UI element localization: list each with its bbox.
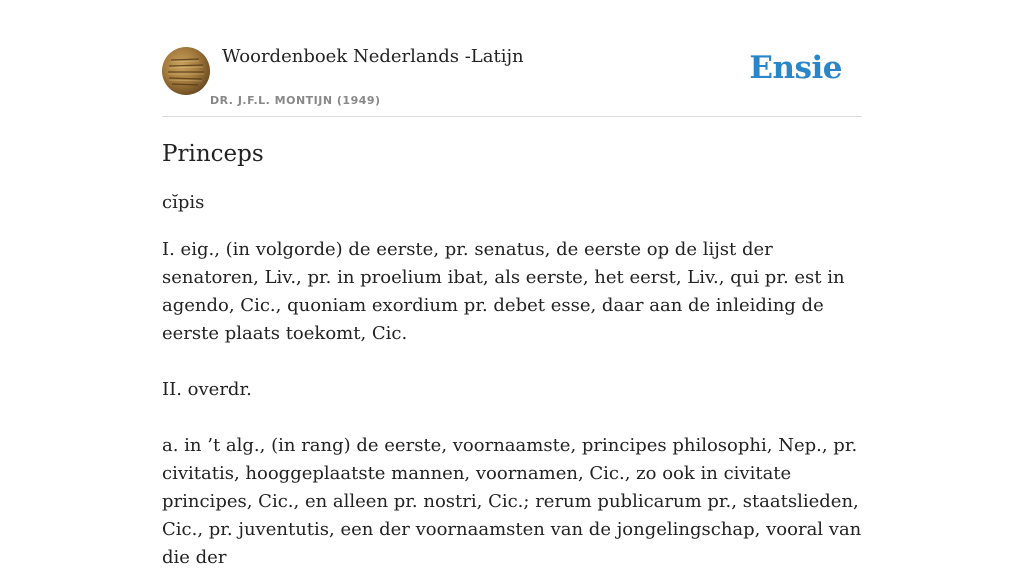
- definition-paragraph: II. overdr.: [162, 379, 252, 400]
- book-author: DR. J.F.L. MONTIJN (1949): [210, 94, 381, 107]
- page-header: [162, 40, 862, 117]
- genitive-form: cĭpis: [162, 192, 205, 213]
- book-cover-image[interactable]: [162, 47, 210, 95]
- definition-paragraph: a. in ’t alg., (in rang) de eerste, voornaamste, principes philosophi, Nep., pr. civitatis, hooggeplaatste mannen, voornamen, Cic., zo ook in civitate principes, Cic., en alleen pr. nostri, Cic.; rerum publicarum pr., staatslieden, Cic., pr. juventutis, een der voornaamsten van de jongelingschap, vooral van die der: [162, 435, 862, 568]
- ensie-logo[interactable]: Ensie: [749, 50, 842, 86]
- headword: Princeps: [162, 141, 264, 167]
- book-title[interactable]: Woordenboek Nederlands -Latijn: [222, 46, 524, 67]
- definition-paragraph: I. eig., (in volgorde) de eerste, pr. senatus, de eerste op de lijst der senatoren, Liv., pr. in proelium ibat, als eerste, het eerst, Liv., qui pr. est in agendo, Cic., quoniam exordium pr. debet esse, daar aan de inleiding de eerste plaats toekomt, Cic.: [162, 239, 845, 344]
- article: [162, 138, 862, 572]
